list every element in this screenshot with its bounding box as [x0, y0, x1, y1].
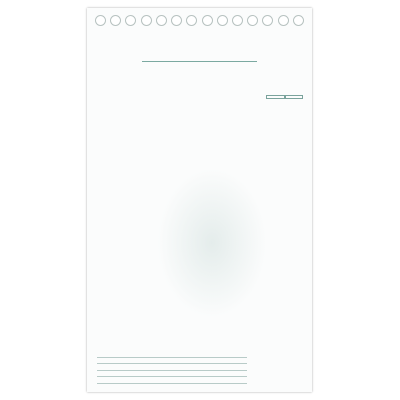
hole: [186, 15, 197, 26]
hole: [110, 15, 121, 26]
hole: [232, 15, 243, 26]
hole: [202, 15, 213, 26]
hole: [217, 15, 228, 26]
notes-area: [97, 351, 247, 384]
title-flourish: [142, 61, 257, 62]
hole: [141, 15, 152, 26]
column-header: [285, 95, 304, 99]
order-body: [96, 98, 303, 348]
order-form-sheet: [87, 8, 312, 392]
hole: [156, 15, 167, 26]
accepted-by-line[interactable]: [97, 377, 247, 384]
hole: [171, 15, 182, 26]
hole: [95, 15, 106, 26]
hole: [247, 15, 258, 26]
hole: [262, 15, 273, 26]
hole: [125, 15, 136, 26]
price-column-headers: [266, 95, 303, 99]
binder-holes: [95, 15, 304, 27]
hole: [293, 15, 304, 26]
hole: [278, 15, 289, 26]
column-header: [266, 95, 285, 99]
